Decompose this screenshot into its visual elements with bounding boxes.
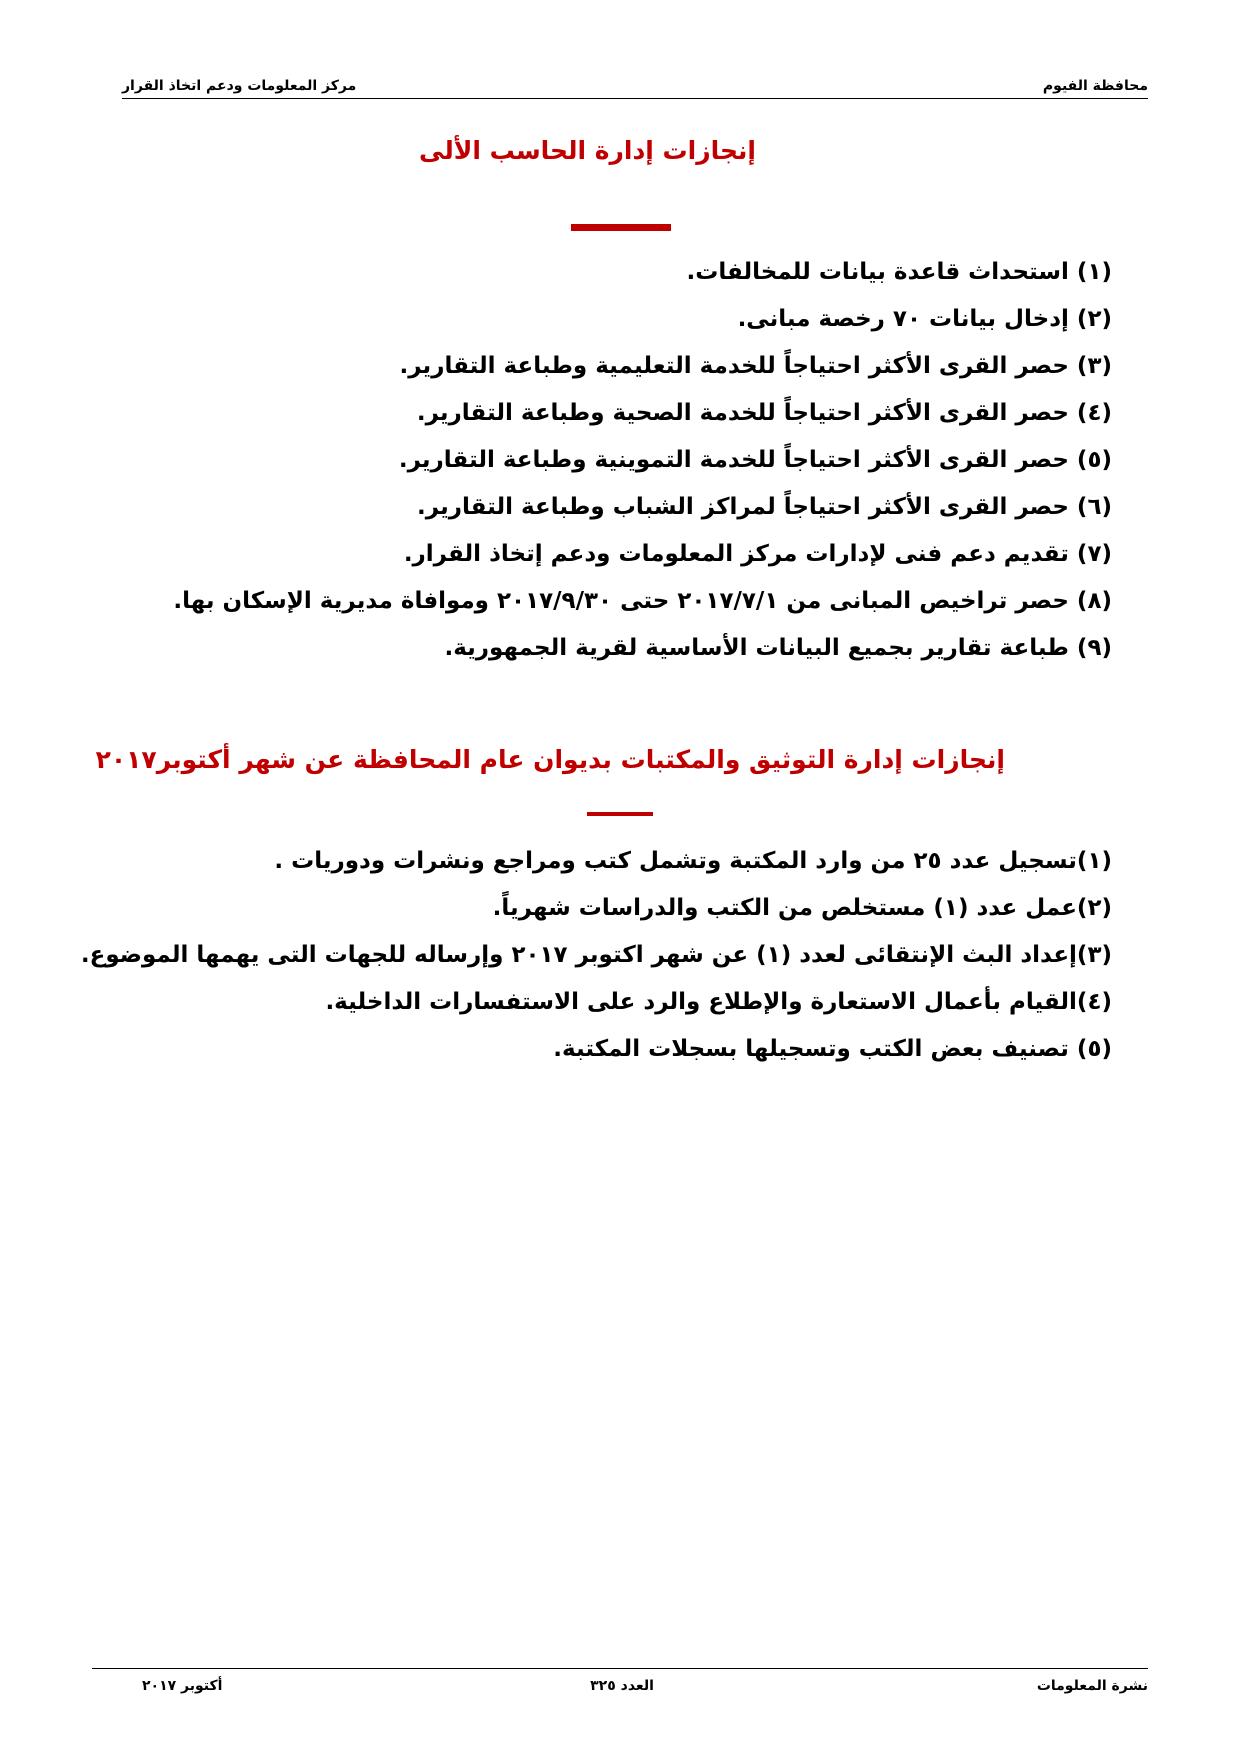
list-item: (١)تسجيل عدد ٢٥ من وارد المكتبة وتشمل كتب ومراجع ونشرات ودوريات .: [274, 848, 1112, 874]
footer-bulletin-name: نشرة المعلومات: [1036, 1678, 1148, 1694]
list-item: (٥) تصنيف بعض الكتب وتسجيلها بسجلات المكتبة.: [553, 1036, 1112, 1062]
section2-title: إنجازات إدارة التوثيق والمكتبات بديوان عام المحافظة عن شهر أكتوبر٢٠١٧: [95, 745, 1005, 774]
section1-list: [173, 249, 1112, 672]
list-item: (٤)القيام بأعمال الاستعارة والإطلاع والرد على الاستفسارات الداخلية.: [325, 989, 1112, 1015]
page-footer: [92, 1668, 1148, 1699]
list-item: (٢)عمل عدد (١) مستخلص من الكتب والدراسات شهرياً.: [492, 895, 1112, 921]
section2-title-rule: [587, 812, 653, 816]
list-item: (٢) إدخال بيانات ٧٠ رخصة مبانى.: [737, 306, 1112, 332]
list-item: (٤) حصر القرى الأكثر احتياجاً للخدمة الصحية وطباعة التقارير.: [416, 400, 1112, 426]
section2-list: [81, 838, 1112, 1073]
page-header: [122, 76, 1148, 99]
list-item: (٧) تقديم دعم فنى لإدارات مركز المعلومات ودعم إتخاذ القرار.: [403, 541, 1112, 567]
section1-title: إنجازات إدارة الحاسب الألى: [419, 136, 756, 165]
header-center-name: مركز المعلومات ودعم اتخاذ القرار: [122, 78, 357, 94]
header-governorate: محافظة الفيوم: [1042, 78, 1148, 94]
list-item: (٣) حصر القرى الأكثر احتياجاً للخدمة التعليمية وطباعة التقارير.: [399, 353, 1112, 379]
section1-title-rule: [571, 224, 671, 231]
list-item: (١) استحداث قاعدة بيانات للمخالفات.: [686, 259, 1112, 285]
list-item: (٦) حصر القرى الأكثر احتياجاً لمراكز الشباب وطباعة التقارير.: [417, 494, 1112, 520]
footer-issue-number: العدد ٣٢٥: [590, 1678, 654, 1694]
list-item: (٨) حصر تراخيص المبانى من ٢٠١٧/٧/١ حتى ٢٠١٧/٩/٣٠ وموافاة مديرية الإسكان بها.: [173, 588, 1112, 614]
list-item: (٥) حصر القرى الأكثر احتياجاً للخدمة التموينية وطباعة التقارير.: [398, 447, 1112, 473]
list-item: (٣)إعداد البث الإنتقائى لعدد (١) عن شهر اكتوبر ٢٠١٧ وإرساله للجهات التى يهمها الموضوع.: [80, 942, 1112, 968]
footer-date: أكتوبر ٢٠١٧: [142, 1678, 223, 1694]
list-item: (٩) طباعة تقارير بجميع البيانات الأساسية لقرية الجمهورية.: [444, 635, 1112, 661]
